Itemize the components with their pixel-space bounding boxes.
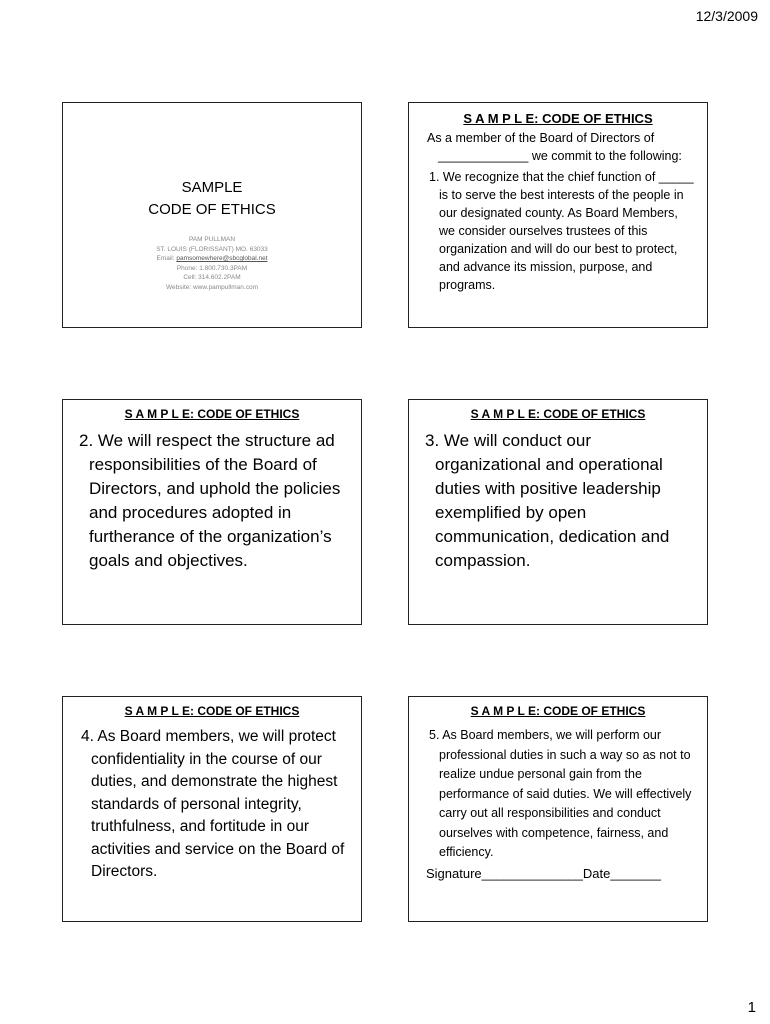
- slide-5: [62, 696, 362, 922]
- email-label: Email:: [156, 255, 177, 262]
- slide-2: [408, 102, 708, 328]
- slide-6: [408, 696, 708, 922]
- contact-info: [63, 235, 361, 292]
- cover-title: [63, 177, 361, 221]
- author-address: ST. LOUIS (FLORISSANT) MO. 63033: [156, 245, 268, 253]
- ethics-item-3: 3. We will conduct our organizational and operational duties with positive leadership exemplified by open communication, dedication and compassion.: [425, 431, 670, 570]
- ethics-item-1: 1. We recognize that the chief function of _____ is to serve the best interests of the people in our designated county. As Board Members, we consider ourselves trustees of this organization and will do our best to protect, and advance its mission, purpose, and programs.: [429, 170, 694, 292]
- author-email-line: [63, 254, 361, 264]
- author-phone: Phone: 1.800.730.3PAM: [176, 264, 248, 272]
- slide-title: S A M P L E: CODE OF ETHICS: [124, 704, 300, 718]
- signature-line: Signature______________Date_______: [426, 865, 661, 881]
- author-website: Website: www.pampullman.com: [166, 283, 258, 291]
- page-number: 1: [747, 999, 756, 1016]
- ethics-item-4: 4. As Board members, we will protect confidentiality in the course of our duties, and demonstrate the highest standards of personal integrity, truthfulness, and fortitude in our activities and service on the Board of Directors.: [81, 728, 345, 880]
- slide-cover: [62, 102, 362, 328]
- print-date: 12/3/2009: [695, 8, 758, 24]
- slide-title: S A M P L E: CODE OF ETHICS: [470, 704, 646, 718]
- email-link[interactable]: pamsomewhere@sbcglobal.net: [176, 255, 268, 262]
- slide-title: S A M P L E: CODE OF ETHICS: [470, 407, 646, 421]
- slide-title: S A M P L E: CODE OF ETHICS: [463, 111, 653, 126]
- slide-3: [62, 399, 362, 625]
- author-cell: Cell: 314.602.2PAM: [183, 274, 241, 281]
- author-name: PAM PULLMAN: [188, 236, 236, 243]
- slide-4: [408, 399, 708, 625]
- slide-title: S A M P L E: CODE OF ETHICS: [124, 407, 300, 421]
- ethics-item-5: 5. As Board members, we will perform our professional duties in such a way so as not to realize undue personal gain from the performance of said duties. We will effectively carry out all responsibilities and conduct ourselves with competence, fairness, and efficiency.: [429, 728, 692, 859]
- ethics-item-2: 2. We will respect the structure ad responsibilities of the Board of Directors, and uphold the policies and procedures adopted in furtherance of the organization’s goals and objectives.: [79, 431, 341, 570]
- cover-title-line2: CODE OF ETHICS: [148, 201, 276, 218]
- cover-title-line1: SAMPLE: [181, 179, 243, 196]
- slide-intro: As a member of the Board of Directors of _____________ we commit to the following:: [427, 131, 682, 163]
